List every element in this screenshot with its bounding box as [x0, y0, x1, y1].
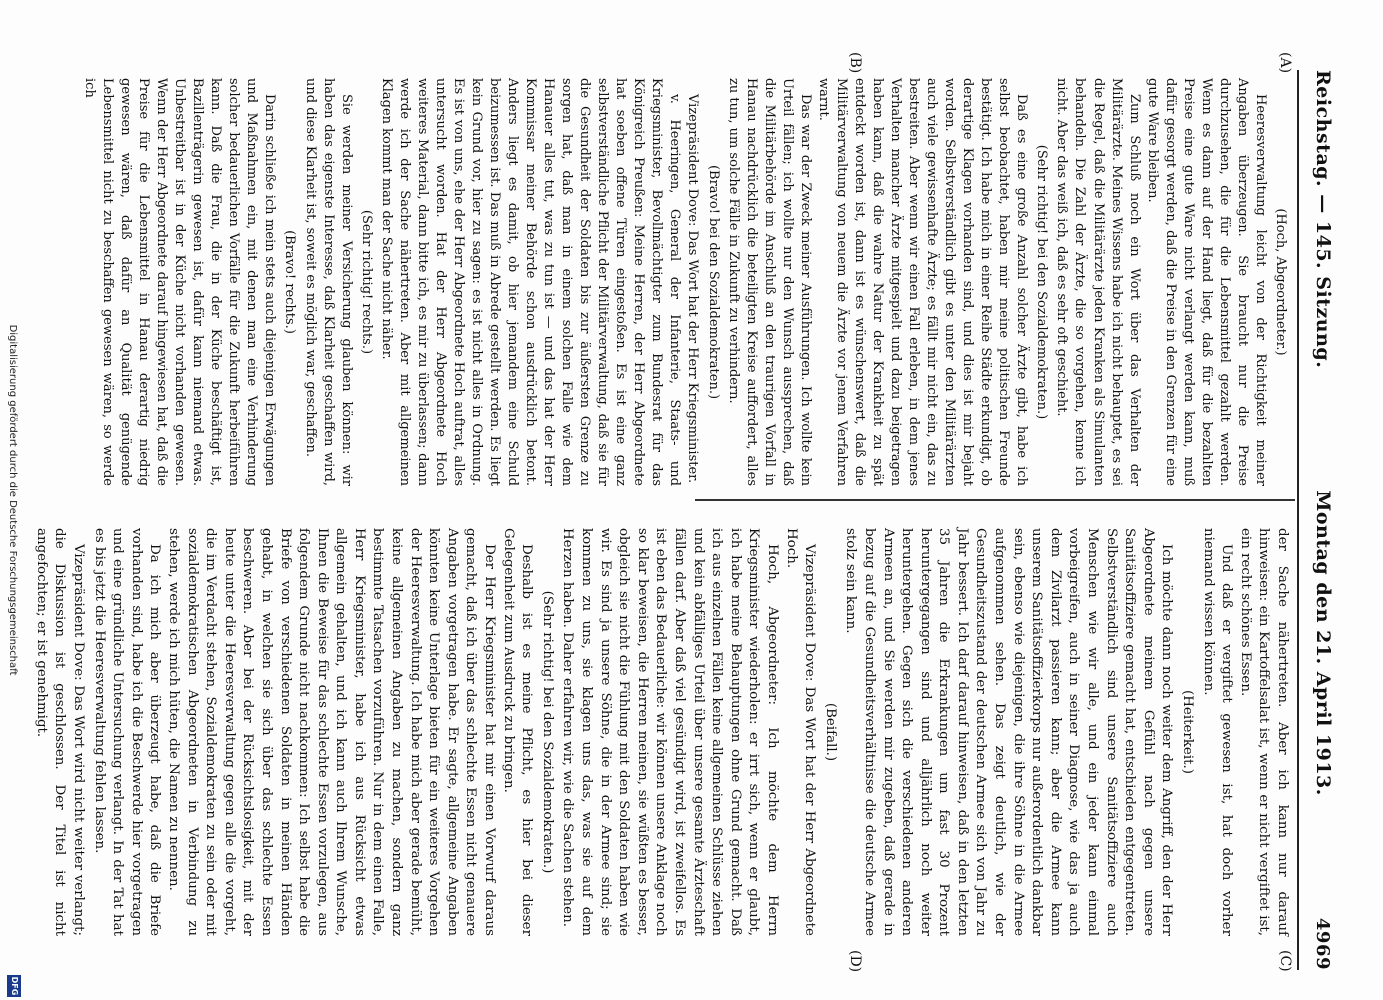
- text-paragraph: Das war der Zweck meiner Ausführungen. Ich wollte kein Urteil fällen; ich wollte nur den Wunsch aussprechen, daß die Militärbehörde im Anschluß an den traurigen Vorfall in Hanau nachdrücklich die beteiligten Kreise auffordert, alles zu tun, um solche Fälle in Zukunft zu verhindern.: [725, 78, 813, 486]
- text-paragraph: Der Herr Kriegsminister hat mir einen Vorwurf daraus gemacht, daß ich über das schlechte Essen nicht genauere Angaben vorgetragen habe. Er sagte, allgemeine Angaben könnten keine Unterlage bieten für ein weiteres Vorgehen der Heeresverwaltung. Ich habe mich aber gerade bemüht, keine allgemeinen Angaben zu machen, sondern ganz bestimmte Tatsachen vorzuführen. Nur in dem einen Falle, Herr Kriegsminister, habe ich aus Rücksicht etwas allgemein gehalten, und ich kann auch Ihrem Wunsche, Ihnen die Beweise für das schlechte Essen vorzulegen, aus folgendem Grunde nicht nachkommen: Ich selbst habe die Briefe von verschiedenen Soldaten in meinen Händen gehabt, in welchen sie sich über das schlechte Essen beschweren. Aber bei der Rücksichtslosigkeit, mit der heute unter die Heeresverwaltung gegen alle die vorgeht, die im Verdacht stehen, Sozialdemokraten zu sein oder mit sozialdemokratischen Abgeordneten in Verbindung zu stehen, werde ich mich hüten, die Namen zu nennen.: [165, 528, 498, 936]
- text-paragraph: Sie werden meiner Versicherung glauben können: wir haben das eigenste Interesse, daß Klarheit geschaffen wird, und diese Klarheit ist, soweit es möglich war, geschaffen.: [302, 78, 354, 486]
- interjection: (Bravo! rechts.): [282, 230, 298, 334]
- margin-marker-c: (C): [1277, 950, 1293, 972]
- interjection: (Heiterkeit.): [1180, 690, 1196, 774]
- page-number: 4969: [1312, 917, 1334, 970]
- digitization-credit: Digitalisierung gefördert durch die Deutsche Forschungsgemeinschaft: [7, 324, 18, 676]
- interjection: (Sehr richtig! bei den Sozialdemokraten.): [539, 590, 555, 874]
- text-paragraph: Hoch, Abgeordneter: Ich möchte dem Herrn Kriegsminister wiederholen: er irrt sich, wenn er glaubt, ich habe meine Behauptungen ohne Grund gemacht. Daß ich aus einzelnen Fällen keine allgemeinen Schlüsse ziehen und kein abfälliges Urteil über unsere gesamte Ärzteschaft fällen darf. Aber daß viel gesündigt wird, ist zweifellos. Es ist eben das Bedauerliche: wir können unsere Anklage noch so klar beweisen, die Herren meinen, sie wüßten es besser, obgleich sie nicht die Fühlung mit den Soldaten haben wie wir. Es sind ja unsere Söhne, die in der Armee sind; sie kommen zu uns, sie klagen uns das, was sie auf dem Herzen haben. Daher erfahren wir, wie die Sachen stehen.: [560, 528, 780, 936]
- speaker-paragraph: Vizepräsident Dove: Das Wort hat der Herr Abgeordnete Hoch.: [783, 528, 818, 936]
- interjection: (Hoch, Abgeordneter.): [1273, 208, 1288, 356]
- dfg-logo: DFG: [7, 975, 21, 997]
- page-header: [1303, 70, 1343, 970]
- interjection: (Bravo! bei den Sozialdemokraten.): [705, 164, 721, 400]
- margin-marker-d: (D): [847, 950, 863, 973]
- text-paragraph: Und daß er vergiftet gewesen ist, hat doch vorher niemand wissen können.: [1200, 528, 1235, 936]
- text-paragraph: Daß es eine große Anzahl solcher Ärzte gibt, habe ich selbst beobachtet, haben mir meine politischen Freunde bestätigt. Ich habe mich in einer Reihe Städte erkundigt, ob derartige Klagen vorhanden sind, und dies ist mir bejaht worden. Selbstverständlich gibt es unter den Militärärzten auch viele gewissenhafte Ärzte; es fällt mir nicht ein, das zu bestreiten. Aber wenn wir einen Fall erleben, in dem jenes Verhalten mancher Ärzte mitgespielt und dazu beigetragen haben kann, daß die wahre Natur der Krankheit zu spät entdeckt worden ist, dann ist es wünschenswert, daß die Militärverwaltung von neuem die Ärzte vor jenem Verfahren warnt.: [815, 78, 1030, 486]
- text-paragraph: Da ich mich aber überzeugt habe, daß die Briefe vorhanden sind, habe ich die Beschwerde hier vorgetragen und eine gründliche Untersuchung verlangt. In der Tat hat es bis jetzt die Heeresverwaltung fehlen lassen.: [91, 528, 163, 936]
- speaker-paragraph: Vizepräsident Dove: Das Wort wird nicht weiter verlangt; die Diskussion ist geschlossen. Der Titel ist nicht angefochten; er ist genehmigt.: [33, 528, 86, 936]
- text-paragraph: Heeresverwaltung leicht von der Richtigkeit meiner Angaben überzeugen. Sie braucht nur die Preise durchzusehen, die für die Lebensmittel gezahlt werden. Wenn es dann auf der Hand liegt, daß für die bezahlten Preise eine gute Ware nicht verlangt werden kann, muß dafür gesorgt werden, daß die Preise in den Grenzen für eine gute Ware bleiben.: [1144, 78, 1268, 486]
- text-paragraph: Deshalb ist es meine Pflicht, es hier bei dieser Gelegenheit zum Ausdruck zu bringen.: [500, 528, 535, 936]
- text-paragraph: der Sache nähertreten. Aber ich kann nur darauf hinweisen: ein Kartoffelsalat ist, wenn er nicht vergiftet ist, ein recht schönes Essen.: [1237, 528, 1290, 936]
- text-paragraph: v. Heeringen, General der Infanterie, Staats- und Kriegsminister, Bevollmächtigter zum Bundesrat für das Königreich Preußen: Meine Herren, der Herr Abgeordnete hat soeben offene Türen eingestoßen. Es ist eine ganz selbstverständliche Pflicht der Militärverwaltung, daß sie für die Gesundheit der Soldaten bis zur äußersten Grenze zu sorgen hat, daß man in einem solchen Falle wie dem Hanauer alles tut, was zu tun ist — und das hat der Herr Kommissar meiner Behörde schon ausdrücklich betont. Anders liegt es damit, ob hier jemandem eine Schuld beizumessen ist. Das muß in Abrede gestellt werden. Es liegt kein Grund vor, hier zu sagen: es ist nicht alles in Ordnung. Es ist von uns, ehe der Herr Abgeordnete Hoch auftrat, alles untersucht worden. Hat der Herr Abgeordnete Hoch weiteres Material, dann bitte ich, es mir zu überlassen; dann werde ich der Sache nähertreten. Aber mit allgemeinen Klagen kommt man der Sache nicht näher.: [378, 78, 683, 486]
- margin-marker-b: (B): [847, 52, 863, 74]
- text-paragraph: Darin schließe ich mein stets auch diejenigen Erwägungen und Maßnahmen ein, mit denen man eine Verhinderung solcher bedauerlichen Vorfälle für die Zukunft herbeiführen kann. Daß die Frau, die in der Küche beschäftigt ist, Bazillenträgerin gewesen ist, dafür kann niemand etwas. Unbestreitbar ist in der Küche nicht vorhanden gewesen. Wenn der Herr Abgeordnete darauf hingewiesen hat, daß die Preise für die Lebensmittel in Hanau derartig niedrig gewesen wären, daß dafür an Qualität genügende Lebensmittel nicht zu beschaffen gewesen wären, so werde ich: [81, 78, 278, 486]
- left-text-column: [80, 78, 1291, 486]
- header-date: Montag den 21. April 1913.: [1312, 490, 1334, 796]
- interjection: (Sehr richtig! rechts.): [358, 209, 374, 355]
- header-left-title: Reichstag. — 145. Sitzung.: [1312, 70, 1334, 369]
- margin-marker-a: (A): [1277, 52, 1293, 74]
- speaker-paragraph: Vizepräsident Dove: Das Wort hat der Herr Kriegsminister.: [685, 94, 701, 484]
- interjection: (Beifall.): [822, 702, 838, 762]
- text-paragraph: Ich möchte dann noch weiter dem Angriff, den der Herr Abgeordnete meinem Gefühl nach gegen unsere Sanitätsoffiziere gemacht hat, entschieden entgegentreten. Selbstverständlich sind unsere Sanitätsoffiziere auch Menschen wie wir alle, und ein jeder kann einmal vorbeigreifen, auch in seiner Diagnose, wie das ja auch dem Zivilarzt passieren kann; aber die Armee kann unserem Sanitätsoffizierkorps nur außerordentlich dankbar sein, ebenso wie diejenigen, die ihre Söhne in die Armee aufgenommen sehen. Das zeigt deutlich, wie der Gesundheitszustand der deutschen Armee sich von Jahr zu Jahr bessert. Ich darf darauf hinweisen, daß in den letzten 35 Jahren die Erkrankungen um fast 30 Prozent heruntergegangen sind und alljährlich noch weiter heruntergehen. Gegen sich die verschiedenen anderen Armeen an, und Sie werden mir zugeben, daß gerade in bezug auf die Gesundheitsverhältnisse die deutsche Armee stolz sein kann.: [843, 528, 1175, 936]
- text-paragraph: Zum Schluß noch ein Wort über das Verhalten der Militärärzte. Meines Wissens habe ich nicht behauptet, es sei die Regel, daß die Militärärzte jeden Kranken als Simulanten behandeln. Die Zahl der Ärzte, die so vorgehen, kenne ich nicht. Aber das weiß ich, daß es sehr oft geschieht.: [1054, 78, 1142, 486]
- right-text-column: [31, 528, 1291, 936]
- interjection: (Sehr richtig! bei den Sozialdemokraten.): [1034, 144, 1050, 420]
- header-rule: [1298, 70, 1300, 970]
- column-divider: [695, 499, 1295, 501]
